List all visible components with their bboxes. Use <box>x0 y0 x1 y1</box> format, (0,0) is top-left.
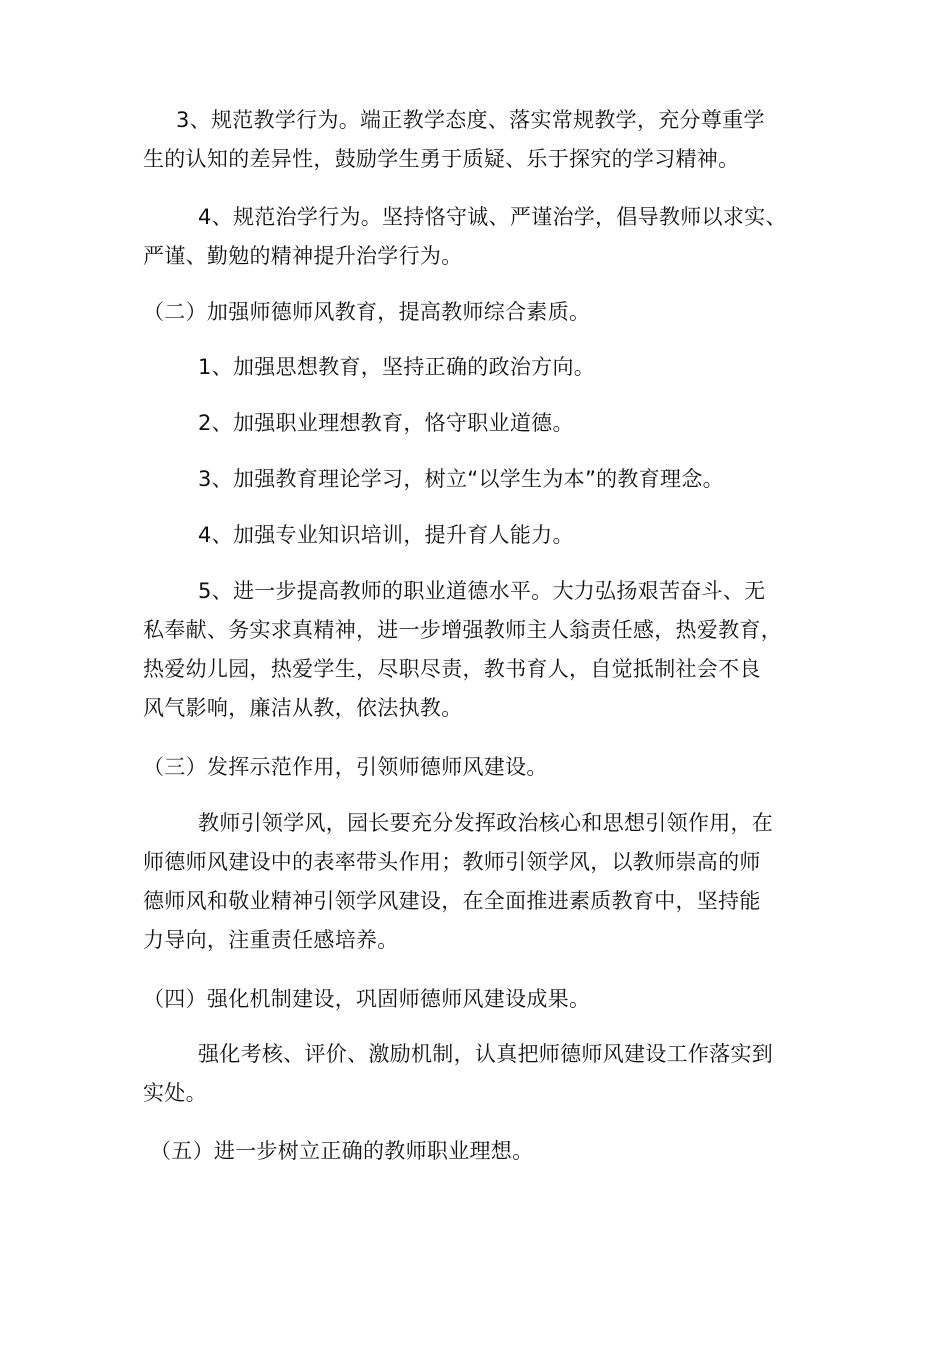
text-line: 力导向，注重责任感培养。 <box>143 928 399 952</box>
section-heading-5 <box>150 1132 818 1171</box>
text-line: 1、加强思想教育，坚持正确的政治方向。 <box>198 355 596 379</box>
text-line: 热爱幼儿园，热爱学生，尽职尽责，教书育人，自觉抵制社会不良 <box>143 657 761 681</box>
paragraph-lead-by-example <box>143 804 811 960</box>
section-heading-2 <box>143 293 811 332</box>
paragraph-regulate-scholarship <box>143 198 811 276</box>
text-line: 严谨、勤勉的精神提升治学行为。 <box>143 244 463 268</box>
text-line: 私奉献、务实求真精神，进一步增强教师主人翁责任感，热爱教育， <box>143 618 782 642</box>
text-line: 强化考核、评价、激励机制，认真把师德师风建设工作落实到 <box>198 1042 774 1066</box>
list-item-1 <box>143 348 811 387</box>
section-heading-3 <box>143 748 811 787</box>
text-line: 风气影响，廉洁从教，依法执教。 <box>143 696 463 720</box>
text-line: 师德师风建设中的表率带头作用；教师引领学风，以教师崇高的师 <box>143 850 761 874</box>
heading-text: （五）进一步树立正确的教师职业理想。 <box>150 1139 534 1163</box>
text-line: 德师风和敬业精神引领学风建设，在全面推进素质教育中，坚持能 <box>143 889 761 913</box>
text-line: 实处。 <box>143 1081 207 1105</box>
text-line: 3、加强教育理论学习，树立“以学生为本”的教育理念。 <box>198 467 724 491</box>
list-item-2 <box>143 404 811 443</box>
heading-text: （三）发挥示范作用，引领师德师风建设。 <box>143 755 548 779</box>
text-line: 生的认知的差异性，鼓励学生勇于质疑、乐于探究的学习精神。 <box>143 147 740 171</box>
section-heading-4 <box>143 980 811 1019</box>
text-line: 4、规范治学行为。坚持恪守诚、严谨治学，倡导教师以求实、 <box>198 205 787 229</box>
text-line: 5、进一步提高教师的职业道德水平。大力弘扬艰苦奋斗、无 <box>198 579 766 603</box>
text-line: 教师引领学风，园长要充分发挥政治核心和思想引领作用，在 <box>198 811 774 835</box>
list-item-3 <box>143 460 811 499</box>
text-line: 4、加强专业知识培训，提升育人能力。 <box>198 523 574 547</box>
heading-text: （四）强化机制建设，巩固师德师风建设成果。 <box>143 987 591 1011</box>
text-line: 2、加强职业理想教育，恪守职业道德。 <box>198 411 574 435</box>
paragraph-mechanism <box>143 1035 811 1113</box>
list-item-5 <box>143 572 811 728</box>
list-item-4 <box>143 516 811 555</box>
paragraph-regulate-teaching <box>143 101 811 179</box>
heading-text: （二）加强师德师风教育，提高教师综合素质。 <box>143 300 591 324</box>
text-line: 3、规范教学行为。端正教学态度、落实常规教学，充分尊重学 <box>176 108 765 132</box>
